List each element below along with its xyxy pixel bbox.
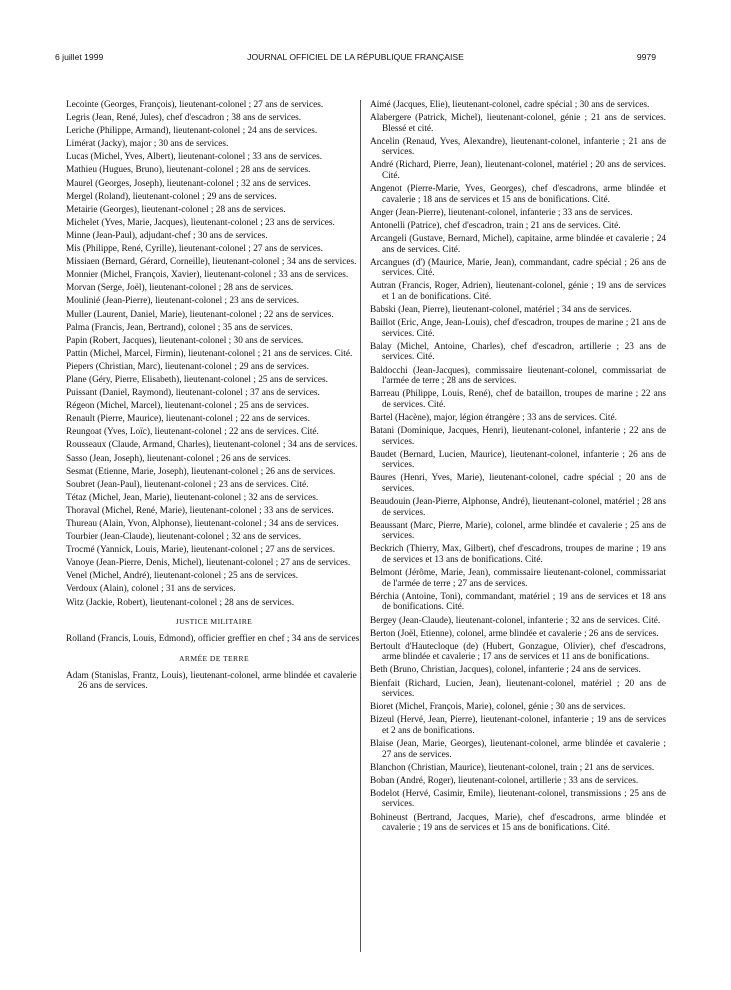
list-entry: Vanoye (Jean-Pierre, Denis, Michel), lieutenant-colonel ; 27 ans de services. [66, 558, 351, 569]
list-entry: Piepers (Christian, Marc), lieutenant-colonel ; 29 ans de services. [66, 361, 309, 372]
list-entry: Trocmé (Yannick, Louis, Marie), lieutenant-colonel ; 27 ans de services. [66, 545, 336, 556]
list-entry: Baillot (Eric, Ange, Jean-Louis), chef d'escadron, troupes de marine ; 21 ans de services. Cité. [370, 318, 666, 339]
list-entry: Berton (Joël, Etienne), colonel, arme blindée et cavalerie ; 26 ans de services. [370, 628, 659, 639]
list-entry: Beth (Bruno, Christian, Jacques), colonel, infanterie ; 24 ans de services. [370, 665, 641, 676]
right-column [370, 100, 666, 836]
list-entry: Bérchia (Antoine, Toni), commandant, matériel ; 19 ans de services et 18 ans de bonifications. Cité. [370, 591, 666, 613]
list-entry: Bioret (Michel, François, Marie), colonel, génie ; 30 ans de services. [370, 702, 626, 713]
list-entry: Beckrich (Thierry, Max, Gilbert), chef d'escadrons, troupes de marine ; 19 ans de services et 13 ans de bonifications. Cité. [370, 544, 666, 566]
list-entry: Babski (Jean, Pierre), lieutenant-colonel, matériel ; 34 ans de services. [370, 305, 632, 316]
list-entry: Autran (Francis, Roger, Adrien), lieutenant-colonel, génie ; 19 ans de services et 1 an de bonifications. Cité. [370, 281, 666, 302]
list-entry: Antonelli (Patrice), chef d'escadron, train ; 21 ans de services. Cité. [370, 220, 621, 231]
list-entry: Metairie (Georges), lieutenant-colonel ; 28 ans de services. [66, 204, 286, 215]
list-entry: Minne (Jean-Paul), adjudant-chef ; 30 ans de services. [66, 230, 268, 241]
list-entry: Papin (Robert, Jacques), lieutenant-colonel ; 30 ans de services. [66, 335, 304, 346]
list-entry: Palma (Francis, Jean, Bertrand), colonel ; 35 ans de services. [66, 322, 293, 333]
list-entry: André (Richard, Pierre, Jean), lieutenant-colonel, matériel ; 20 ans de services. Cité. [370, 160, 666, 182]
list-entry: Monnier (Michel, François, Xavier), lieutenant-colonel ; 33 ans de services. [66, 270, 349, 281]
list-entry: Blaise (Jean, Marie, Georges), lieutenant-colonel, arme blindée et cavalerie ; 27 ans de services. [370, 738, 666, 760]
list-entry: Aimé (Jacques, Elie), lieutenant-colonel, cadre spécial ; 30 ans de services. [370, 100, 650, 110]
section-heading: ARMÉE DE TERRE [178, 653, 249, 663]
list-entry: Sasso (Jean, Joseph), lieutenant-colonel ; 26 ans de services. [66, 453, 291, 464]
list-entry: Venel (Michel, André), lieutenant-colonel ; 25 ans de services. [66, 571, 299, 582]
header-page-number: 9979 [636, 52, 656, 62]
list-entry: Mathieu (Hugues, Bruno), lieutenant-colonel ; 28 ans de services. [66, 165, 311, 176]
list-entry: Thureau (Alain, Yvon, Alphonse), lieutenant-colonel ; 34 ans de services. [66, 519, 339, 529]
list-entry: Reungoat (Yves, Loïc), lieutenant-colonel ; 22 ans de services. Cité. [66, 427, 319, 438]
list-entry: Mis (Philippe, René, Cyrille), lieutenant-colonel ; 27 ans de services. [66, 244, 323, 255]
list-entry: Morvan (Serge, Joël), lieutenant-colonel ; 28 ans de services. [66, 283, 294, 294]
list-entry: Boban (André, Roger), lieutenant-colonel, artillerie ; 33 ans de services. [370, 775, 639, 786]
list-entry: Michelet (Yves, Marie, Jacques), lieutenant-colonel ; 23 ans de services. [66, 217, 335, 228]
list-entry: Thoraval (Michel, René, Marie), lieutenant-colonel ; 33 ans de services. [66, 505, 334, 516]
left-column [66, 100, 362, 694]
list-entry: Tourbier (Jean-Claude), lieutenant-colonel ; 32 ans de services. [66, 532, 302, 543]
list-entry: Muller (Laurent, Daniel, Marie), lieutenant-colonel ; 22 ans de services. [66, 309, 334, 320]
list-entry: Limérat (Jacky), major ; 30 ans de services. [66, 139, 229, 150]
column-divider [360, 100, 361, 952]
list-entry: Moulinié (Jean-Pierre), lieutenant-colonel ; 23 ans de services. [66, 296, 300, 307]
list-entry: Blanchon (Christian, Maurice), lieutenant-colonel, train ; 21 ans de services. [370, 762, 655, 773]
section-heading: JUSTICE MILITAIRE [175, 617, 253, 627]
list-entry: Anger (Jean-Pierre), lieutenant-colonel, infanterie ; 33 ans de services. [370, 207, 633, 218]
list-entry: Rolland (Francis, Louis, Edmond), officier greffier en chef ; 34 ans de services. [66, 634, 362, 645]
list-entry: Bertoult d'Hautecloque (de) (Hubert, Gonzague, Olivier), chef d'escadrons, arme blindée et cavalerie ; 17 ans de services et 11 ans de bonifications. [370, 641, 666, 663]
list-entry: Barreau (Philippe, Louis, René), chef de bataillon, troupes de marine ; 22 ans de services. Cité. [370, 389, 666, 410]
list-entry: Belmont (Jérôme, Marie, Jean), commissaire lieutenant-colonel, commissariat de l'armée de terre ; 27 ans de services. [370, 568, 666, 589]
list-entry: Sesmat (Etienne, Marie, Joseph), lieutenant-colonel ; 26 ans de services. [66, 466, 336, 477]
header-journal-title: JOURNAL OFFICIEL DE LA RÉPUBLIQUE FRANÇAISE [247, 52, 464, 62]
list-entry: Witz (Jackie, Robert), lieutenant-colonel ; 28 ans de services. [66, 597, 295, 608]
list-entry: Balay (Michel, Antoine, Charles), chef d'escadron, artillerie ; 23 ans de services. Cité. [370, 341, 666, 363]
page-header [55, 52, 656, 64]
list-entry: Verdoux (Alain), colonel ; 31 ans de services. [66, 584, 236, 595]
list-entry: Lucas (Michel, Yves, Albert), lieutenant-colonel ; 33 ans de services. [66, 152, 323, 163]
list-entry: Beaudouin (Jean-Pierre, Alphonse, André), lieutenant-colonel, matériel ; 28 ans de services. [370, 497, 666, 518]
list-entry: Régeon (Michel, Marcel), lieutenant-colonel ; 25 ans de services. [66, 401, 309, 412]
list-entry: Missiaen (Bernard, Gérard, Corneille), lieutenant-colonel ; 34 ans de services. [66, 257, 357, 268]
list-entry: Tétaz (Michel, Jean, Marie), lieutenant-colonel ; 32 ans de services. [66, 492, 319, 503]
list-entry: Soubret (Jean-Paul), lieutenant-colonel ; 23 ans de services. Cité. [66, 479, 309, 490]
list-entry: Ancelin (Renaud, Yves, Alexandre), lieutenant-colonel, infanterie ; 21 ans de services. [370, 136, 666, 158]
list-entry: Rousseaux (Claude, Armand, Charles), lieutenant-colonel ; 34 ans de services. [66, 440, 358, 451]
list-entry: Bizeul (Hervé, Jean, Pierre), lieutenant-colonel, infanterie ; 19 ans de services et 2 ans de bonifications. [370, 715, 666, 736]
list-entry: Arcangeli (Gustave, Bernard, Michel), capitaine, arme blindée et cavalerie ; 24 ans de services. Cité. [370, 234, 666, 255]
list-entry: Bergey (Jean-Claude), lieutenant-colonel, infanterie ; 32 ans de services. Cité. [370, 615, 661, 626]
list-entry: Mergel (Roland), lieutenant-colonel ; 29 ans de services. [66, 191, 277, 202]
list-entry: Pattin (Michel, Marcel, Firmin), lieutenant-colonel ; 21 ans de services. Cité. [66, 348, 353, 359]
list-entry: Renault (Pierre, Maurice), lieutenant-colonel ; 22 ans de services. [66, 414, 310, 425]
list-entry: Bienfait (Richard, Lucien, Jean), lieutenant-colonel, matériel ; 20 ans de services. [370, 678, 666, 700]
list-entry: Plane (Géry, Pierre, Elisabeth), lieutenant-colonel ; 25 ans de services. [66, 374, 328, 385]
list-entry: Angenot (Pierre-Marie, Yves, Georges), chef d'escadrons, arme blindée et cavalerie ; 18 ans de services et 15 ans de bonifications. Cité. [370, 184, 666, 205]
list-entry: Batani (Dominique, Jacques, Henri), lieutenant-colonel, infanterie ; 22 ans de services. [370, 426, 666, 447]
list-entry: Baudet (Bernard, Lucien, Maurice), lieutenant-colonel, infanterie ; 26 ans de services. [370, 449, 666, 471]
list-entry: Legris (Jean, René, Jules), chef d'escadron ; 38 ans de services. [66, 113, 302, 124]
list-entry: Maurel (Georges, Joseph), lieutenant-colonel ; 32 ans de services. [66, 178, 311, 189]
list-entry: Baures (Henri, Yves, Marie), lieutenant-colonel, cadre spécial ; 20 ans de services. [370, 473, 666, 494]
list-entry: Bartel (Hacène), major, légion étrangère ; 33 ans de services. Cité. [370, 412, 617, 423]
list-entry: Leriche (Philippe, Armand), lieutenant-colonel ; 24 ans de services. [66, 126, 318, 137]
list-entry: Beaussant (Marc, Pierre, Marie), colonel, arme blindée et cavalerie ; 25 ans de services. [370, 520, 666, 542]
list-entry: Baldocchi (Jean-Jacques), commissaire lieutenant-colonel, commissariat de l'armée de terre ; 28 ans de services. [370, 365, 666, 387]
list-entry: Bodelot (Hervé, Casimir, Emile), lieutenant-colonel, transmissions ; 25 ans de services. [370, 788, 666, 810]
list-entry: Alabergere (Patrick, Michel), lieutenant-colonel, génie ; 21 ans de services. Blessé et cité. [370, 113, 666, 134]
list-entry: Arcangues (d') (Maurice, Marie, Jean), commandant, cadre spécial ; 26 ans de services. Cité. [370, 257, 666, 279]
list-entry: Lecointe (Georges, François), lieutenant-colonel ; 27 ans de services. [66, 100, 324, 110]
list-entry: Bohineust (Bertrand, Jacques, Marie), chef d'escadrons, arme blindée et cavalerie ; 19 ans de services et 15 ans de bonifications. Cité. [370, 812, 666, 834]
header-date: 6 juillet 1999 [55, 52, 104, 62]
list-entry: Adam (Stanislas, Frantz, Louis), lieutenant-colonel, arme blindée et cavalerie ; 26 ans de services. [66, 670, 362, 692]
list-entry: Puissant (Daniel, Raymond), lieutenant-colonel ; 37 ans de services. [66, 388, 320, 399]
